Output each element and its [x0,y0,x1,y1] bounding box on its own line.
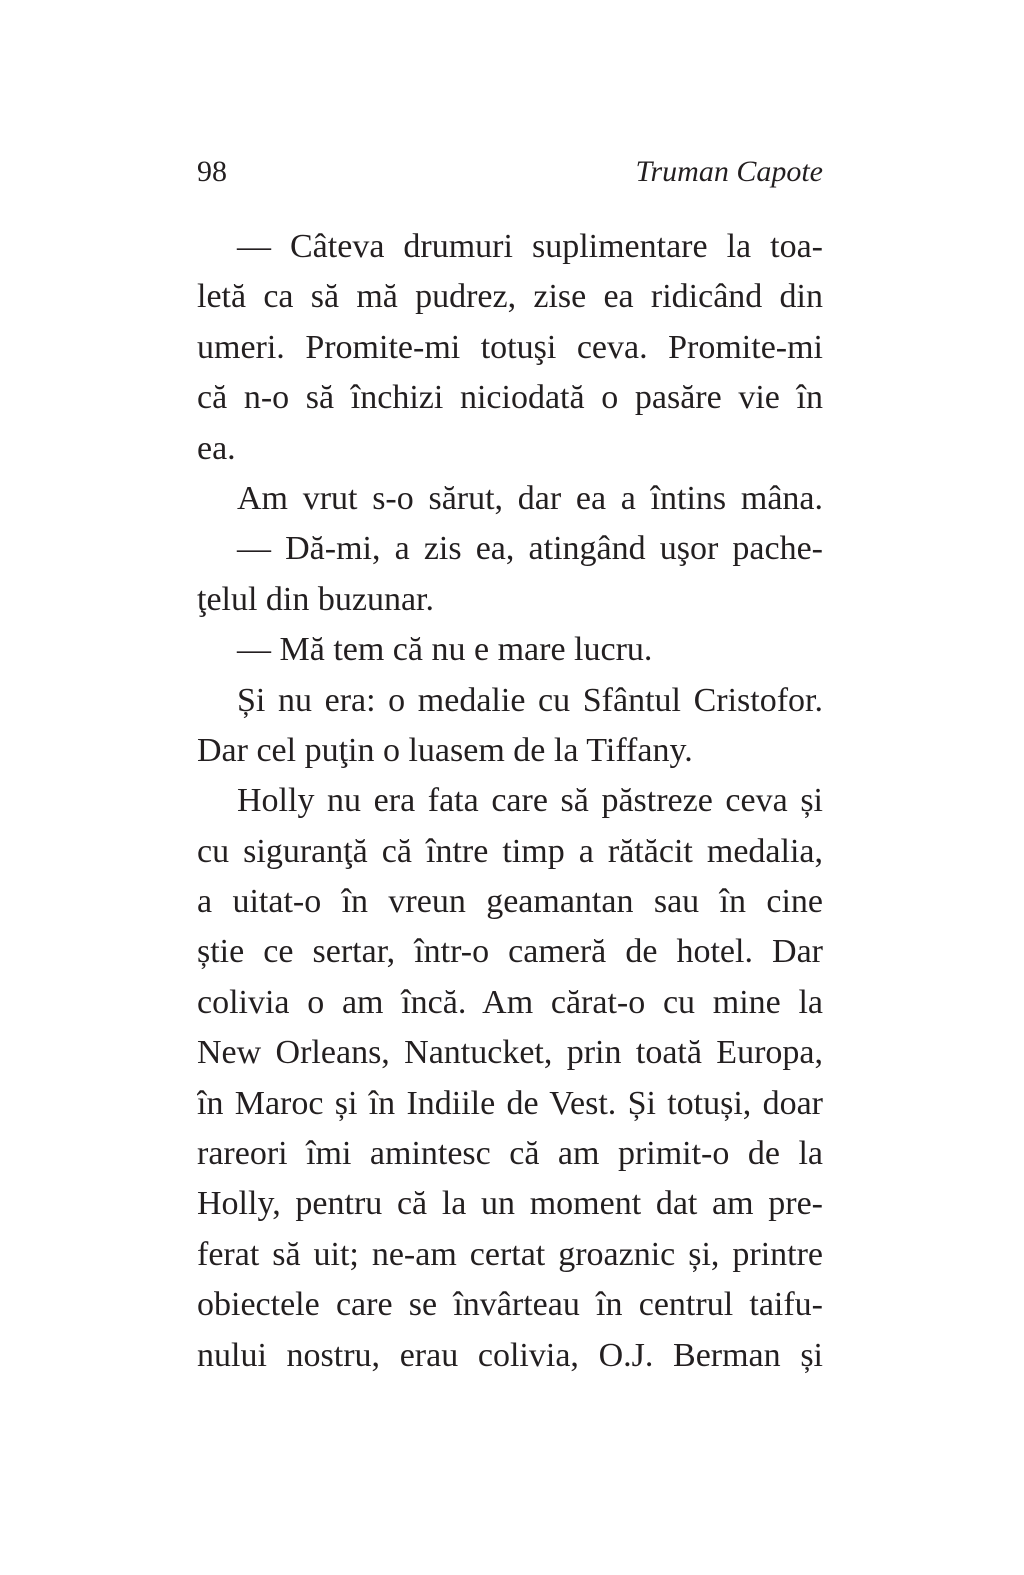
text-line: ferat să uit; ne-am certat groaznic și, printre [197,1235,823,1273]
text-line: știe ce sertar, într-o cameră de hotel. Dar [197,933,823,971]
text-line: că n-o să închizi niciodată o pasăre vie în [197,379,823,417]
text-line: obiectele care se învârteau în centrul taifu- [197,1286,823,1324]
text-line: New Orleans, Nantucket, prin toată Europa, [197,1034,823,1072]
text-line: a uitat-o în vreun geamantan sau în cine [197,883,823,921]
text-line: cu siguranţă că între timp a rătăcit medalia, [197,832,823,870]
text-line: în Maroc și în Indiile de Vest. Și totuși, doar [197,1084,823,1122]
body-text [197,222,823,1381]
page-number: 98 [197,155,227,188]
text-line: umeri. Promite-mi totuşi ceva. Promite-mi [197,328,823,366]
text-line: nului nostru, erau colivia, O.J. Berman și [197,1336,823,1374]
text-line: ea. [197,429,236,467]
text-line: colivia o am încă. Am cărat-o cu mine la [197,983,823,1021]
text-line: rareori îmi amintesc că am primit-o de la [197,1135,823,1173]
text-line: ţelul din buzunar. [197,580,435,618]
running-title: Truman Capote [635,155,823,188]
text-line: Am vrut s-o sărut, dar ea a întins mâna. [237,479,823,517]
text-line: letă ca să mă pudrez, zise ea ridicând din [197,278,823,316]
text-line: Și nu era: o medalie cu Sfântul Cristofor. [237,681,823,719]
text-line: Holly nu era fata care să păstreze ceva și [237,782,823,820]
text-line: — Mă tem că nu e mare lucru. [237,631,653,669]
page-header [197,152,823,192]
text-line: Dar cel puţin o luasem de la Tiffany. [197,731,693,769]
text-line: — Câteva drumuri suplimentare la toa- [237,228,823,265]
text-line: — Dă-mi, a zis ea, atingând uşor pache- [237,530,823,568]
text-line: Holly, pentru că la un moment dat am pre- [197,1185,823,1223]
